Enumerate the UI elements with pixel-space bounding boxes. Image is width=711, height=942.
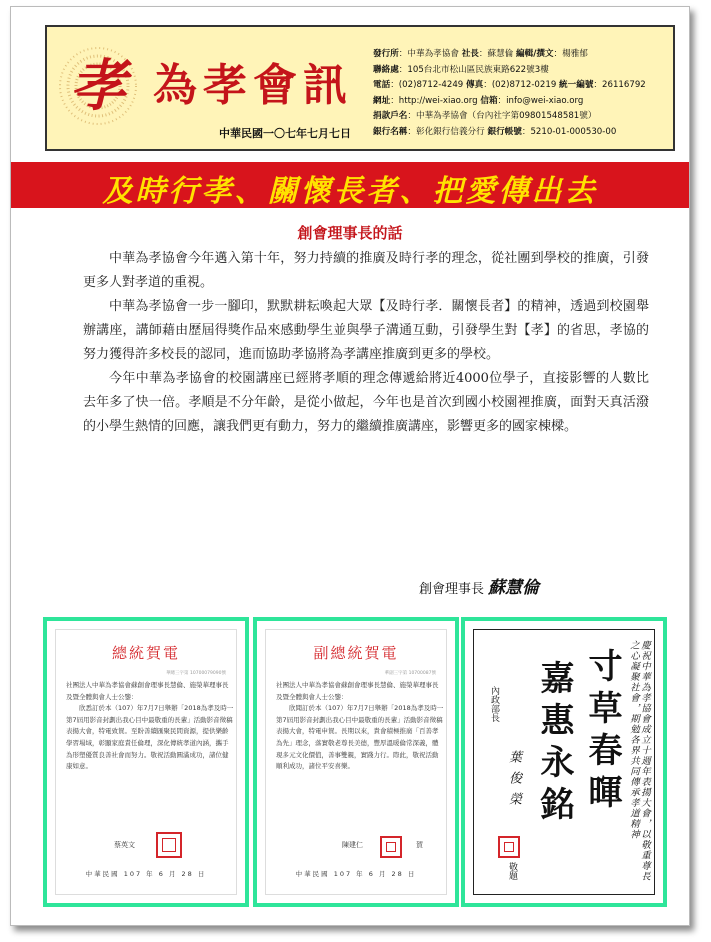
letter-date: 中華民國 107 年 6 月 28 日 <box>295 870 417 878</box>
info-line-donation: 捐款戶名：中華為孝協會（台內社字第09801548581號） <box>373 111 597 122</box>
vice-president-letter <box>253 617 459 907</box>
slogan-text: 及時行孝、關懷長者、把愛傳出去 <box>102 174 598 209</box>
article-title: 創會理事長的話 <box>297 224 403 242</box>
signer-suffix: 賀 <box>416 841 423 849</box>
newsletter-title: 為孝會訊 <box>153 60 353 111</box>
letter-text: 欣悉訂於本（107）年7月7日舉辦「2018為孝及時一第7屆用影音封劃出我心目中最敬重的長輩」活動影音徵稿表揚大會，特電致賀。至盼善續匯聚民間資源，提供樂齡學習場域，彰顯家庭責任倫理，深化傳統孝道內涵，攜手為形塑優質良善社會而努力。敬祝活動圓滿成功，諸位健康如意。 <box>66 704 234 771</box>
letter-ref: 華副三字第 10700087號 <box>384 671 436 676</box>
letter-body <box>66 680 234 773</box>
article-paragraph: 今年中華為孝協會的校園講座已經將孝順的理念傳遞給將近4000位學子，直接影響的人數比去年多了快一倍。孝順是不分年齡，是從小做起，今年也是首次到國小校園裡推廣，面對天真活潑的小學生熱情的回應，讓我們更有動力，努力的繼續推廣講座，影響更多的國家棟樑。 <box>83 371 649 434</box>
letter-addressee: 社團法人中華為孝協會蘇創會理事長慧倫、施榮華理事長及暨全體與會人士公鑒： <box>66 681 229 701</box>
calligraphy-author-name: 葉俊榮 <box>506 750 521 813</box>
article-paragraph: 中華為孝協會一步一腳印，默默耕耘喚起大眾【及時行孝．關懷長者】的精神，透過到校園舉辦講座，講師藉由歷屆得獎作品來感動學生並與學子溝通互動，引發學生對【孝】的省思，孝協的努力獲得許多校長的認同，進而協助孝協將為孝講座推廣到更多的學校。 <box>83 299 649 362</box>
logo-char: 孝 <box>70 53 126 119</box>
vice-president-seal-icon <box>380 836 402 858</box>
president-letter <box>43 617 249 907</box>
president-seal-icon <box>156 832 182 858</box>
calligraphy-dedication: 慶祝中華為孝協會成立十週年表揚大會，以敬重尊長之心凝聚社會，期勉各界共同傳承孝道精神 <box>628 640 650 882</box>
info-line-web: 網址：http://wei-xiao.org 信箱：info@wei-xiao.org <box>373 95 584 106</box>
letter-text: 欣聞訂於本（107）年7月7日舉辦「2018為孝及時一第7屆用影音封劃出我心目中最敬重的長輩」活動影音徵稿表揚大會，特電申賀。長期以來，貴會積極推廣「百善孝為先」理念，落實敬老尊長美德，豐厚溫暖倫常深義，體現多元文化價值，善事雙親，實踐力行。際此，敬祝活動順利成功，諸位平安喜樂。 <box>276 704 444 771</box>
article-signature <box>419 573 539 598</box>
info-line-phone: 電話：(02)8712-4249 傳真：(02)8712-0219 統一編號：26116792 <box>373 80 646 91</box>
article-body <box>83 247 649 439</box>
calligraphy-author-title: 內政部長 <box>489 686 499 722</box>
newsletter-page <box>10 6 690 926</box>
issue-date: 中華民國一〇七年七月七日 <box>219 127 351 140</box>
signer-name: 蔡英文 <box>114 841 135 849</box>
letter-body <box>276 680 444 773</box>
signer-name: 陳建仁 <box>342 841 363 849</box>
calligraphy-scroll <box>461 617 667 907</box>
letter-ref: 華總三字第 10700079090號 <box>166 671 226 676</box>
calligraphy-seal-icon <box>498 836 520 858</box>
signature-name: 蘇慧倫 <box>488 578 540 598</box>
letter-date: 中華民國 107 年 6 月 28 日 <box>85 870 207 878</box>
publisher-info <box>373 47 673 141</box>
xiao-logo-icon <box>57 45 139 127</box>
info-line-publisher: 發行所：中華為孝協會 社長：蘇慧倫 編輯/撰文：楊雅郁 <box>373 49 588 59</box>
info-line-address: 聯絡處：105台北市松山區民族東路622號3樓 <box>373 64 549 75</box>
letter-title: 副總統賀電 <box>313 644 399 662</box>
signature-role: 創會理事長 <box>419 582 485 597</box>
calligraphy-main-col2: 嘉惠永銘 <box>534 660 574 828</box>
calligraphy-author-suffix: 敬題 <box>507 862 517 880</box>
info-line-bank: 銀行名稱：彰化銀行信義分行 銀行帳號：5210-01-000530-00 <box>373 126 617 137</box>
letter-title: 總統賀電 <box>111 644 180 662</box>
article-paragraph: 中華為孝協會今年邁入第十年，努力持續的推廣及時行孝的理念，從社團到學校的推廣，引發更多人對孝道的重視。 <box>83 251 649 290</box>
slogan-banner <box>11 162 689 208</box>
letter-addressee: 社團法人中華為孝協會蘇創會理事長慧倫、施榮華理事長及暨全體與會人士公鑒： <box>276 681 439 701</box>
masthead <box>45 25 675 151</box>
calligraphy-main-col1: 寸草春暉 <box>582 648 622 816</box>
